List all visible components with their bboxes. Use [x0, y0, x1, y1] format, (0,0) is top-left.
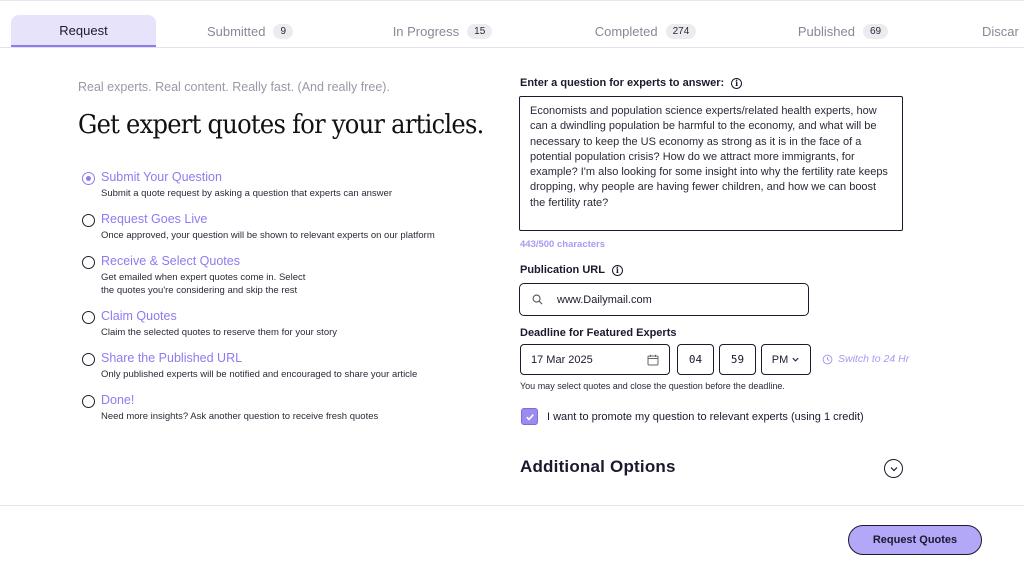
step-description [101, 271, 481, 297]
publication-url-label [520, 264, 623, 276]
step-description: Need more insights? Ask another question to receive fresh quotes [101, 411, 379, 422]
count-badge: 15 [467, 24, 492, 39]
step-title: Request Goes Live [101, 212, 208, 226]
step-title: Share the Published URL [101, 351, 243, 365]
tagline: Real experts. Real content. Really fast. (And really free). [78, 80, 390, 94]
step-description-line: Get emailed when expert quotes come in. Select [101, 272, 306, 283]
chevron-down-icon [889, 464, 899, 474]
tab-label: In Progress [392, 23, 460, 39]
checkmark-icon [525, 412, 535, 422]
clock-icon [822, 354, 833, 365]
step-description: Only published experts will be notified and encouraged to share your article [101, 369, 418, 380]
character-count: 443/500 characters [520, 239, 606, 250]
step-title: Receive & Select Quotes [101, 254, 240, 268]
step-description: Once approved, your question will be shown to relevant experts on our platform [101, 230, 435, 241]
tab-completed[interactable] [578, 15, 713, 47]
step-pending-icon [82, 395, 95, 408]
deadline-hour-input[interactable]: 04 [677, 344, 714, 375]
publication-url-value: www.Dailymail.com [557, 293, 652, 306]
search-icon [532, 294, 543, 305]
count-badge: 9 [273, 24, 293, 39]
ampm-select[interactable] [761, 344, 811, 375]
step-pending-icon [82, 214, 95, 227]
page-title: Get expert quotes for your articles. [78, 110, 484, 140]
count-badge: 274 [666, 24, 697, 39]
step-pending-icon [82, 353, 95, 366]
deadline-minute-input[interactable]: 59 [719, 344, 756, 375]
step-title: Submit Your Question [101, 170, 222, 184]
switch-24-hour-label: Switch to 24 Hr [838, 353, 910, 365]
additional-options-heading: Additional Options [520, 457, 676, 476]
publication-url-input[interactable] [519, 283, 809, 316]
calendar-icon [647, 354, 659, 366]
tab-label: Published [797, 23, 855, 39]
deadline-date-value: 17 Mar 2025 [531, 353, 593, 366]
step-description: Claim the selected quotes to reserve them for your story [101, 327, 338, 338]
ampm-value: PM [771, 353, 789, 366]
switch-24-hour-link[interactable] [822, 353, 909, 365]
tab-label: Request [59, 22, 108, 38]
promote-label: I want to promote my question to relevant experts (using 1 credit) [547, 410, 864, 423]
request-quotes-button[interactable]: Request Quotes [848, 525, 982, 555]
chevron-down-icon [791, 355, 800, 364]
step-title: Done! [101, 393, 135, 407]
tab-label: Completed [594, 23, 658, 39]
tab-published[interactable] [782, 15, 904, 47]
question-label [520, 77, 742, 89]
expand-additional-options-button[interactable] [884, 459, 903, 478]
publication-url-label-text: Publication URL [520, 264, 605, 276]
tab-label: Submitted [206, 23, 266, 39]
deadline-date-input[interactable] [520, 344, 670, 375]
step-pending-icon [82, 311, 95, 324]
question-label-text: Enter a question for experts to answer: [520, 77, 725, 89]
info-icon[interactable]: i [612, 265, 623, 276]
promote-checkbox[interactable] [521, 408, 538, 425]
promote-option[interactable] [521, 408, 864, 425]
step-description: Submit a quote request by asking a question that experts can answer [101, 188, 392, 199]
tab-request[interactable] [11, 15, 156, 47]
tab-discarded[interactable] [982, 15, 1024, 47]
step-active-icon [82, 172, 95, 185]
tab-in-progress[interactable] [380, 15, 505, 47]
step-description-line: the quotes you're considering and skip the rest [101, 285, 298, 296]
step-title: Claim Quotes [101, 309, 177, 323]
count-badge: 69 [863, 24, 888, 39]
deadline-label: Deadline for Featured Experts [520, 327, 677, 339]
info-icon[interactable]: i [731, 78, 742, 89]
question-textarea[interactable]: Economists and population science experts/related health experts, how can a dwindling population be harmful to the economy, and what will be necessary to keep the US economy as strong as it is in the face of a potential population crisis? How do we attract more immigrants, for example? I'm also looking for some insight into why the fertility rate keeps dropping, why people are having fewer children, and how we can boost the fertility rate? [519, 96, 903, 231]
tab-label: Discar [982, 23, 1019, 39]
deadline-note: You may select quotes and close the question before the deadline. [520, 381, 785, 391]
status-tabs [0, 0, 1024, 48]
step-pending-icon [82, 256, 95, 269]
tab-submitted[interactable] [190, 15, 310, 47]
